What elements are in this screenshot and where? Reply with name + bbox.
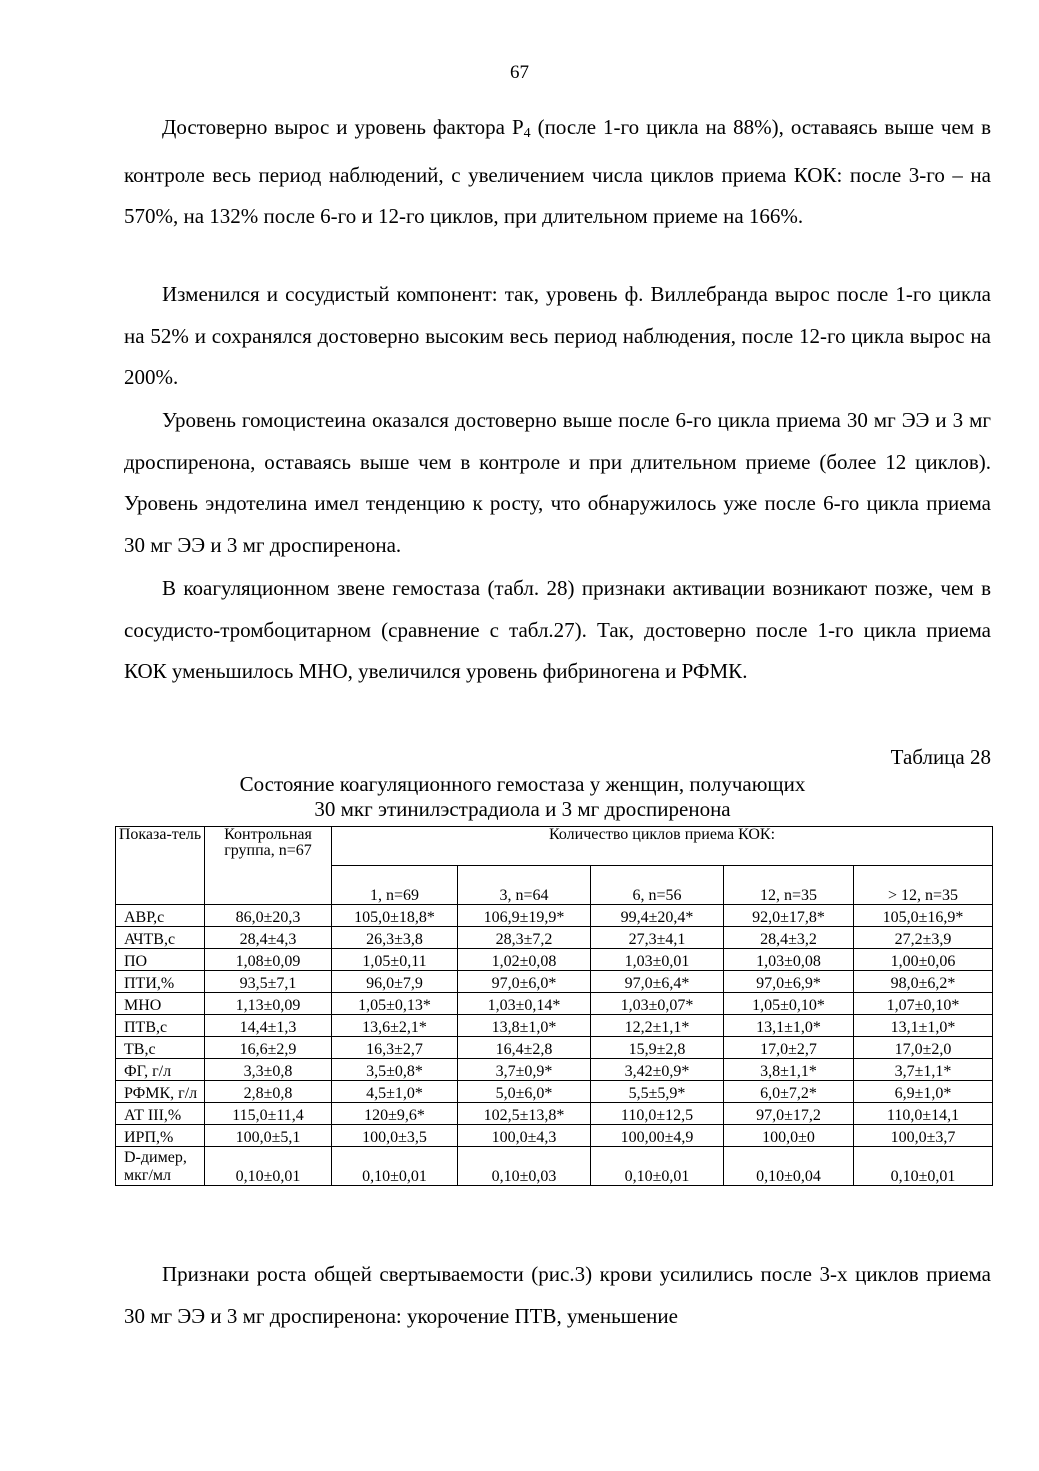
coagulation-table (115, 826, 993, 1186)
table-cell: 120±9,6* (332, 1103, 458, 1125)
table-cell: 0,10±0,04 (724, 1147, 854, 1186)
table-cell: 0,10±0,01 (332, 1147, 458, 1186)
table-cell: 0,10±0,03 (458, 1147, 591, 1186)
paragraph-overall-coagulability: Признаки роста общей свертываемости (рис.3) крови усилились после 3-х циклов приема 30 мг ЭЭ и 3 мг дроспиренона: укорочение ПТВ, уменьшение (124, 1262, 991, 1328)
table-cell: 3,5±0,8* (332, 1059, 458, 1081)
table-row (116, 1081, 993, 1103)
table-cell: 99,4±20,4* (591, 905, 724, 927)
table-cell: 15,9±2,8 (591, 1037, 724, 1059)
table-row (116, 927, 993, 949)
table-cell: 16,6±2,9 (205, 1037, 332, 1059)
table-cell: 6,9±1,0* (854, 1081, 993, 1103)
table-cell: 93,5±7,1 (205, 971, 332, 993)
table-row (116, 1059, 993, 1081)
table-row (116, 905, 993, 927)
row-label: ПТИ,% (116, 971, 205, 993)
page-number: 67 (510, 62, 529, 83)
row-label: ПО (116, 949, 205, 971)
table-cell: 17,0±2,0 (854, 1037, 993, 1059)
table-cell: 1,08±0,09 (205, 949, 332, 971)
row-label: АЧТВ,с (116, 927, 205, 949)
table-cell: 14,4±1,3 (205, 1015, 332, 1037)
header-cycle-1: 1, n=69 (332, 866, 458, 905)
table-cell: 97,0±17,2 (724, 1103, 854, 1125)
table-cell: 4,5±1,0* (332, 1081, 458, 1103)
table-cell: 13,1±1,0* (724, 1015, 854, 1037)
table-row (116, 1015, 993, 1037)
table-cell: 5,0±6,0* (458, 1081, 591, 1103)
table-cell: 100,00±4,9 (591, 1125, 724, 1147)
table-cell: 1,02±0,08 (458, 949, 591, 971)
table-cell: 1,03±0,14* (458, 993, 591, 1015)
table-cell: 3,3±0,8 (205, 1059, 332, 1081)
table-caption-line-1: Состояние коагуляционного гемостаза у женщин, получающих (239, 772, 806, 796)
table-caption-line-2: 30 мкг этинилэстрадиола и 3 мг дроспиренона (314, 797, 731, 821)
table-cell: 0,10±0,01 (205, 1147, 332, 1186)
table-cell: 12,2±1,1* (591, 1015, 724, 1037)
table-cell: 1,13±0,09 (205, 993, 332, 1015)
header-cycle-3: 3, n=64 (458, 866, 591, 905)
table-cell: 100,0±4,3 (458, 1125, 591, 1147)
row-label: ФГ, г/л (116, 1059, 205, 1081)
row-label: АТ III,% (116, 1103, 205, 1125)
table-cell: 100,0±3,7 (854, 1125, 993, 1147)
header-control-group: Контрольная группа, n=67 (205, 827, 332, 905)
table-cell: 27,2±3,9 (854, 927, 993, 949)
table-cell: 13,6±2,1* (332, 1015, 458, 1037)
header-cycle-12: 12, n=35 (724, 866, 854, 905)
header-cycles-group: Количество циклов приема КОК: (332, 827, 993, 866)
table-cell: 100,0±3,5 (332, 1125, 458, 1147)
table-cell: 5,5±5,9* (591, 1081, 724, 1103)
table-cell: 2,8±0,8 (205, 1081, 332, 1103)
table-cell: 28,3±7,2 (458, 927, 591, 949)
table-cell: 92,0±17,8* (724, 905, 854, 927)
table-cell: 16,4±2,8 (458, 1037, 591, 1059)
table-row (116, 949, 993, 971)
table-cell: 16,3±2,7 (332, 1037, 458, 1059)
table-row (116, 971, 993, 993)
row-label: D-димер, мкг/мл (116, 1147, 205, 1186)
table-cell: 3,42±0,9* (591, 1059, 724, 1081)
header-cycle-6: 6, n=56 (591, 866, 724, 905)
table-cell: 1,05±0,13* (332, 993, 458, 1015)
table-cell: 106,9±19,9* (458, 905, 591, 927)
table-cell: 13,8±1,0* (458, 1015, 591, 1037)
table-cell: 100,0±0 (724, 1125, 854, 1147)
table-cell: 1,03±0,08 (724, 949, 854, 971)
table-cell: 86,0±20,3 (205, 905, 332, 927)
table-cell: 97,0±6,0* (458, 971, 591, 993)
table-caption (120, 772, 925, 822)
paragraph-homocysteine: Уровень гомоцистеина оказался достоверно выше после 6-го цикла приема 30 мг ЭЭ и 3 мг дроспиренона, оставаясь выше чем в контроле и при длительном приеме (более 12 циклов). Уровень эндотелина имел тенденцию к росту, что обнаружилось уже после 6-го цикла приема 30 мг ЭЭ и 3 мг дроспиренона. (124, 408, 991, 557)
table-cell: 3,8±1,1* (724, 1059, 854, 1081)
table-label: Таблица 28 (890, 745, 991, 769)
table-cell: 110,0±12,5 (591, 1103, 724, 1125)
table-cell: 6,0±7,2* (724, 1081, 854, 1103)
p1-text-a: Достоверно вырос и уровень фактора Р (162, 115, 524, 139)
table-cell: 96,0±7,9 (332, 971, 458, 993)
table-cell: 1,03±0,01 (591, 949, 724, 971)
paragraph-coagulation: В коагуляционном звене гемостаза (табл. 28) признаки активации возникают позже, чем в сосудисто-тромбоцитарном (сравнение с табл.27). Так, достоверно после 1-го цикла приема КОК уменьшилось МНО, увеличился уровень фибриногена и РФМК. (124, 576, 991, 683)
table-body (116, 905, 993, 1186)
table-cell: 1,07±0,10* (854, 993, 993, 1015)
table-cell: 28,4±4,3 (205, 927, 332, 949)
table-cell: 1,05±0,11 (332, 949, 458, 971)
table-cell: 27,3±4,1 (591, 927, 724, 949)
paragraph-factor-p4 (124, 107, 991, 238)
p1-subscript: 4 (523, 126, 531, 141)
table-row (116, 1103, 993, 1125)
table-cell: 102,5±13,8* (458, 1103, 591, 1125)
table-cell: 13,1±1,0* (854, 1015, 993, 1037)
table-cell: 17,0±2,7 (724, 1037, 854, 1059)
row-label: МНО (116, 993, 205, 1015)
table-row (116, 993, 993, 1015)
row-label: АВР,с (116, 905, 205, 927)
table-row (116, 1125, 993, 1147)
table-cell: 97,0±6,4* (591, 971, 724, 993)
table-cell: 28,4±3,2 (724, 927, 854, 949)
table-cell: 0,10±0,01 (591, 1147, 724, 1186)
table-cell: 26,3±3,8 (332, 927, 458, 949)
row-label: ПТВ,с (116, 1015, 205, 1037)
table-cell: 3,7±1,1* (854, 1059, 993, 1081)
table-cell: 1,00±0,06 (854, 949, 993, 971)
table-row (116, 1147, 993, 1186)
table-cell: 0,10±0,01 (854, 1147, 993, 1186)
table-cell: 110,0±14,1 (854, 1103, 993, 1125)
table-cell: 3,7±0,9* (458, 1059, 591, 1081)
table-cell: 115,0±11,4 (205, 1103, 332, 1125)
table-cell: 105,0±16,9* (854, 905, 993, 927)
table-cell: 100,0±5,1 (205, 1125, 332, 1147)
p1-text-b: (после 1-го цикла на 88%), оставаясь выше чем в контроле весь период наблюдений, с увеличением числа циклов приема КОК: после 3-го – на 570%, на 132% после 6-го и 12-го циклов, при длительном приеме на 166%. (124, 115, 991, 228)
table-cell: 1,03±0,07* (591, 993, 724, 1015)
row-label: ТВ,с (116, 1037, 205, 1059)
table-cell: 105,0±18,8* (332, 905, 458, 927)
table-cell: 98,0±6,2* (854, 971, 993, 993)
header-cycle-over-12: > 12, n=35 (854, 866, 993, 905)
table-cell: 97,0±6,9* (724, 971, 854, 993)
paragraph-vascular-component: Изменился и сосудистый компонент: так, уровень ф. Виллебранда вырос после 1-го цикла на 52% и сохранялся достоверно высоким весь период наблюдения, после 12-го цикла вырос на 200%. (124, 282, 991, 389)
header-indicator: Показа-тель (116, 827, 205, 905)
row-label: ИРП,% (116, 1125, 205, 1147)
table-cell: 1,05±0,10* (724, 993, 854, 1015)
table-row (116, 1037, 993, 1059)
row-label: РФМК, г/л (116, 1081, 205, 1103)
